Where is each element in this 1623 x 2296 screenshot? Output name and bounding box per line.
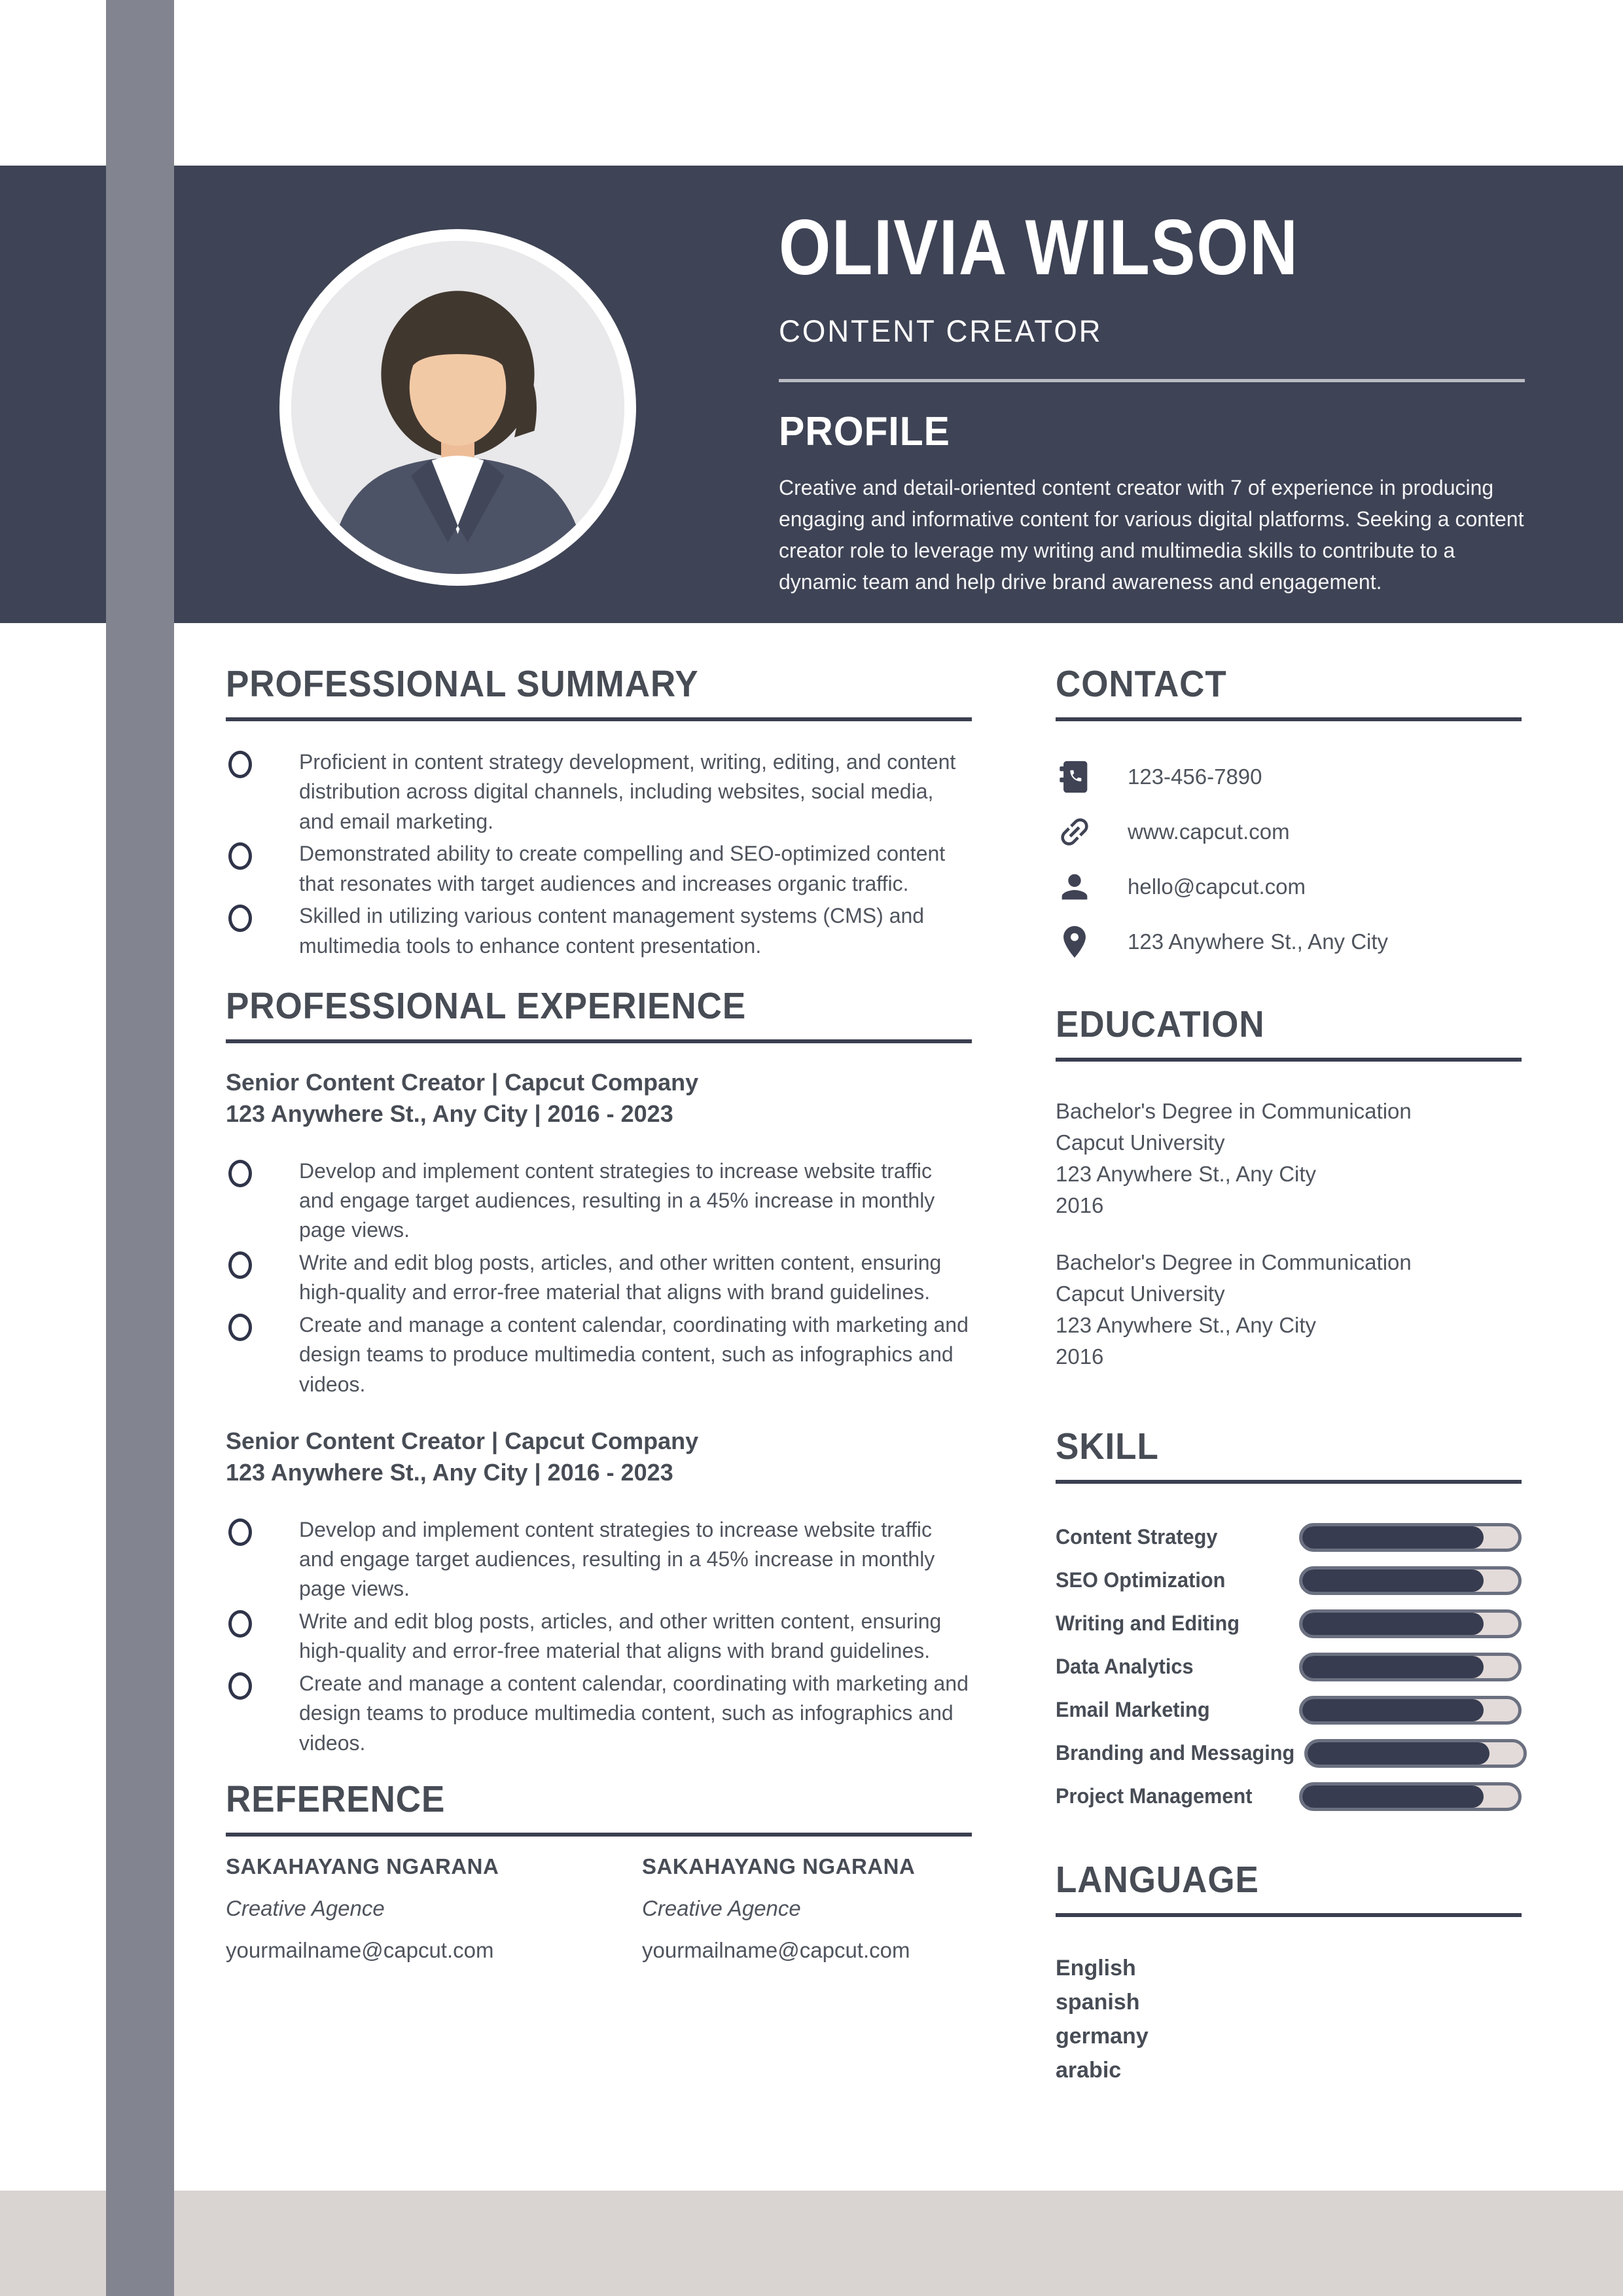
contact-heading: CONTACT (1056, 663, 1227, 705)
skill-bar-fill (1302, 1613, 1484, 1635)
contact-email-value: hello@capcut.com (1128, 874, 1306, 899)
education-address: 123 Anywhere St., Any City (1056, 1161, 1317, 1186)
skill-bar-fill (1302, 1526, 1484, 1549)
skill-bar-fill (1308, 1742, 1489, 1765)
summary-list (226, 747, 972, 961)
skill-bar (1299, 1696, 1522, 1725)
skill-row (1056, 1782, 1522, 1811)
skill-label: Project Management (1056, 1784, 1253, 1808)
reference-entry (642, 1854, 972, 1963)
link-icon (1056, 813, 1094, 851)
skill-bar (1299, 1523, 1522, 1552)
contact-row-address (1056, 923, 1522, 961)
bullet-circle-icon (228, 842, 252, 870)
skill-bar (1304, 1739, 1527, 1768)
skill-bar (1299, 1782, 1522, 1811)
skill-bar-fill (1302, 1570, 1484, 1592)
contact-website-value: www.capcut.com (1128, 819, 1290, 844)
skill-label: Content Strategy (1056, 1525, 1218, 1549)
skill-bar-fill (1302, 1785, 1484, 1808)
language-item: spanish (1056, 1989, 1140, 2015)
education-address: 123 Anywhere St., Any City (1056, 1313, 1317, 1338)
list-item (226, 1248, 972, 1308)
language-item: germany (1056, 2023, 1149, 2049)
reference-email: yourmailname@capcut.com (226, 1938, 494, 1962)
education-heading: EDUCATION (1056, 1003, 1265, 1045)
skill-bar (1299, 1653, 1522, 1681)
education-school: Capcut University (1056, 1130, 1225, 1155)
job-meta: 123 Anywhere St., Any City | 2016 - 2023 (226, 1459, 673, 1486)
bullet-circle-icon (228, 1251, 252, 1279)
list-item (226, 1310, 972, 1399)
skill-label: Email Marketing (1056, 1698, 1210, 1722)
summary-item-text: Demonstrated ability to create compelling and SEO-optimized content that resonates with target audiences and increases organic traffic. (299, 842, 946, 895)
reference-rule (226, 1833, 972, 1837)
skill-bar (1299, 1609, 1522, 1638)
summary-item-text: Proficient in content strategy development, writing, editing, and content distribution across digital channels, including websites, social media, and email marketing. (299, 750, 956, 833)
bullet-circle-icon (228, 1160, 252, 1187)
skill-row (1056, 1696, 1522, 1725)
skill-bar (1299, 1566, 1522, 1595)
education-degree: Bachelor's Degree in Communication (1056, 1099, 1412, 1123)
job-title-subtitle: CONTENT CREATOR (779, 314, 1103, 348)
header-divider (779, 379, 1525, 382)
education-year: 2016 (1056, 1344, 1104, 1369)
list-item (226, 1157, 972, 1246)
job-bullet-text: Create and manage a content calendar, coordinating with marketing and design teams to produce multimedia content, such as infographics and videos. (299, 1671, 969, 1755)
list-item (226, 1515, 972, 1604)
vertical-accent-stripe (106, 0, 174, 2296)
bullet-circle-icon (228, 1610, 252, 1638)
phone-contact-icon (1056, 758, 1094, 796)
job-bullet-text: Write and edit blog posts, articles, and other written content, ensuring high-quality and error-free material that aligns with brand guidelines. (299, 1250, 942, 1304)
language-list (1056, 1951, 1522, 2087)
job-bullet-text: Write and edit blog posts, articles, and other written content, ensuring high-quality and error-free material that aligns with brand guidelines. (299, 1609, 942, 1663)
skill-label: Writing and Editing (1056, 1611, 1240, 1636)
contact-row-email (1056, 868, 1522, 906)
summary-rule (226, 717, 972, 721)
language-item: arabic (1056, 2057, 1122, 2083)
skill-row (1056, 1739, 1522, 1768)
skill-heading: SKILL (1056, 1425, 1159, 1467)
skill-row (1056, 1653, 1522, 1681)
reference-name: SAKAHAYANG NGARANA (642, 1854, 916, 1878)
skill-bar-fill (1302, 1656, 1484, 1678)
list-item (226, 1669, 972, 1758)
list-item (226, 1607, 972, 1666)
experience-heading: PROFESSIONAL EXPERIENCE (226, 985, 747, 1028)
contact-list (1056, 758, 1522, 961)
job-bullet-list (226, 1157, 972, 1400)
contact-phone-value: 123-456-7890 (1128, 764, 1262, 789)
contact-row-website (1056, 813, 1522, 851)
skill-label: SEO Optimization (1056, 1568, 1226, 1592)
reference-email: yourmailname@capcut.com (642, 1938, 910, 1962)
profile-photo-frame (279, 229, 636, 586)
profile-photo (291, 241, 624, 574)
list-item (226, 747, 972, 836)
language-rule (1056, 1913, 1522, 1917)
education-year: 2016 (1056, 1193, 1104, 1217)
contact-address-value: 123 Anywhere St., Any City (1128, 929, 1389, 954)
job-bullet-text: Create and manage a content calendar, coordinating with marketing and design teams to produce multimedia content, such as infographics and videos. (299, 1312, 969, 1396)
profile-heading: PROFILE (779, 409, 950, 454)
skill-row (1056, 1566, 1522, 1595)
left-column (226, 662, 972, 1963)
skill-label: Branding and Messaging (1056, 1741, 1295, 1765)
reference-entries (226, 1854, 972, 1963)
skill-label: Data Analytics (1056, 1655, 1194, 1679)
language-heading: LANGUAGE (1056, 1858, 1259, 1901)
list-item (226, 839, 972, 899)
education-rule (1056, 1058, 1522, 1062)
bullet-circle-icon (228, 1518, 252, 1546)
bullet-circle-icon (228, 1314, 252, 1341)
footer-band (0, 2191, 1623, 2296)
skill-row (1056, 1609, 1522, 1638)
job-title: Senior Content Creator | Capcut Company (226, 1069, 699, 1096)
reference-company: Creative Agence (226, 1896, 385, 1920)
contact-row-phone (1056, 758, 1522, 796)
education-degree: Bachelor's Degree in Communication (1056, 1250, 1412, 1275)
education-entry (1056, 1247, 1522, 1372)
contact-rule (1056, 717, 1522, 721)
experience-rule (226, 1039, 972, 1043)
portrait-illustration (291, 241, 624, 574)
job-bullet-text: Develop and implement content strategies to increase website traffic and engage target audiences, resulting in a 45% increase in monthly page views. (299, 1158, 935, 1242)
language-item: English (1056, 1955, 1136, 1981)
job-meta: 123 Anywhere St., Any City | 2016 - 2023 (226, 1100, 673, 1128)
skill-bar-fill (1302, 1699, 1484, 1721)
reference-entry (226, 1854, 642, 1963)
job-entry (226, 1067, 972, 1399)
education-school: Capcut University (1056, 1282, 1225, 1306)
profile-paragraph: Creative and detail-oriented content creator with 7 of experience in producing engaging and informative content for various digital platforms. Seeking a content creator role to leverage my writing and multimedia skills to contribute to a dynamic team and help drive brand awareness and engagement. (779, 476, 1524, 594)
bullet-circle-icon (228, 751, 252, 778)
job-bullet-text: Develop and implement content strategies to increase website traffic and engage target audiences, resulting in a 45% increase in monthly page views. (299, 1517, 935, 1601)
page-title: OLIVIA WILSON (779, 204, 1299, 291)
right-column (1056, 662, 1522, 2087)
bullet-circle-icon (228, 1672, 252, 1700)
summary-item-text: Skilled in utilizing various content management systems (CMS) and multimedia tools to enhance content presentation. (299, 904, 925, 958)
person-icon (1056, 868, 1094, 906)
education-entry (1056, 1096, 1522, 1221)
skill-list (1056, 1523, 1522, 1811)
skill-row (1056, 1523, 1522, 1552)
reference-name: SAKAHAYANG NGARANA (226, 1854, 499, 1878)
location-pin-icon (1056, 923, 1094, 961)
job-bullet-list (226, 1515, 972, 1759)
header-content (779, 204, 1525, 598)
bullet-circle-icon (228, 905, 252, 932)
job-title: Senior Content Creator | Capcut Company (226, 1427, 699, 1455)
job-entry (226, 1426, 972, 1758)
list-item (226, 901, 972, 961)
reference-heading: REFERENCE (226, 1778, 446, 1820)
summary-heading: PROFESSIONAL SUMMARY (226, 663, 699, 705)
reference-company: Creative Agence (642, 1896, 801, 1920)
skill-rule (1056, 1480, 1522, 1484)
